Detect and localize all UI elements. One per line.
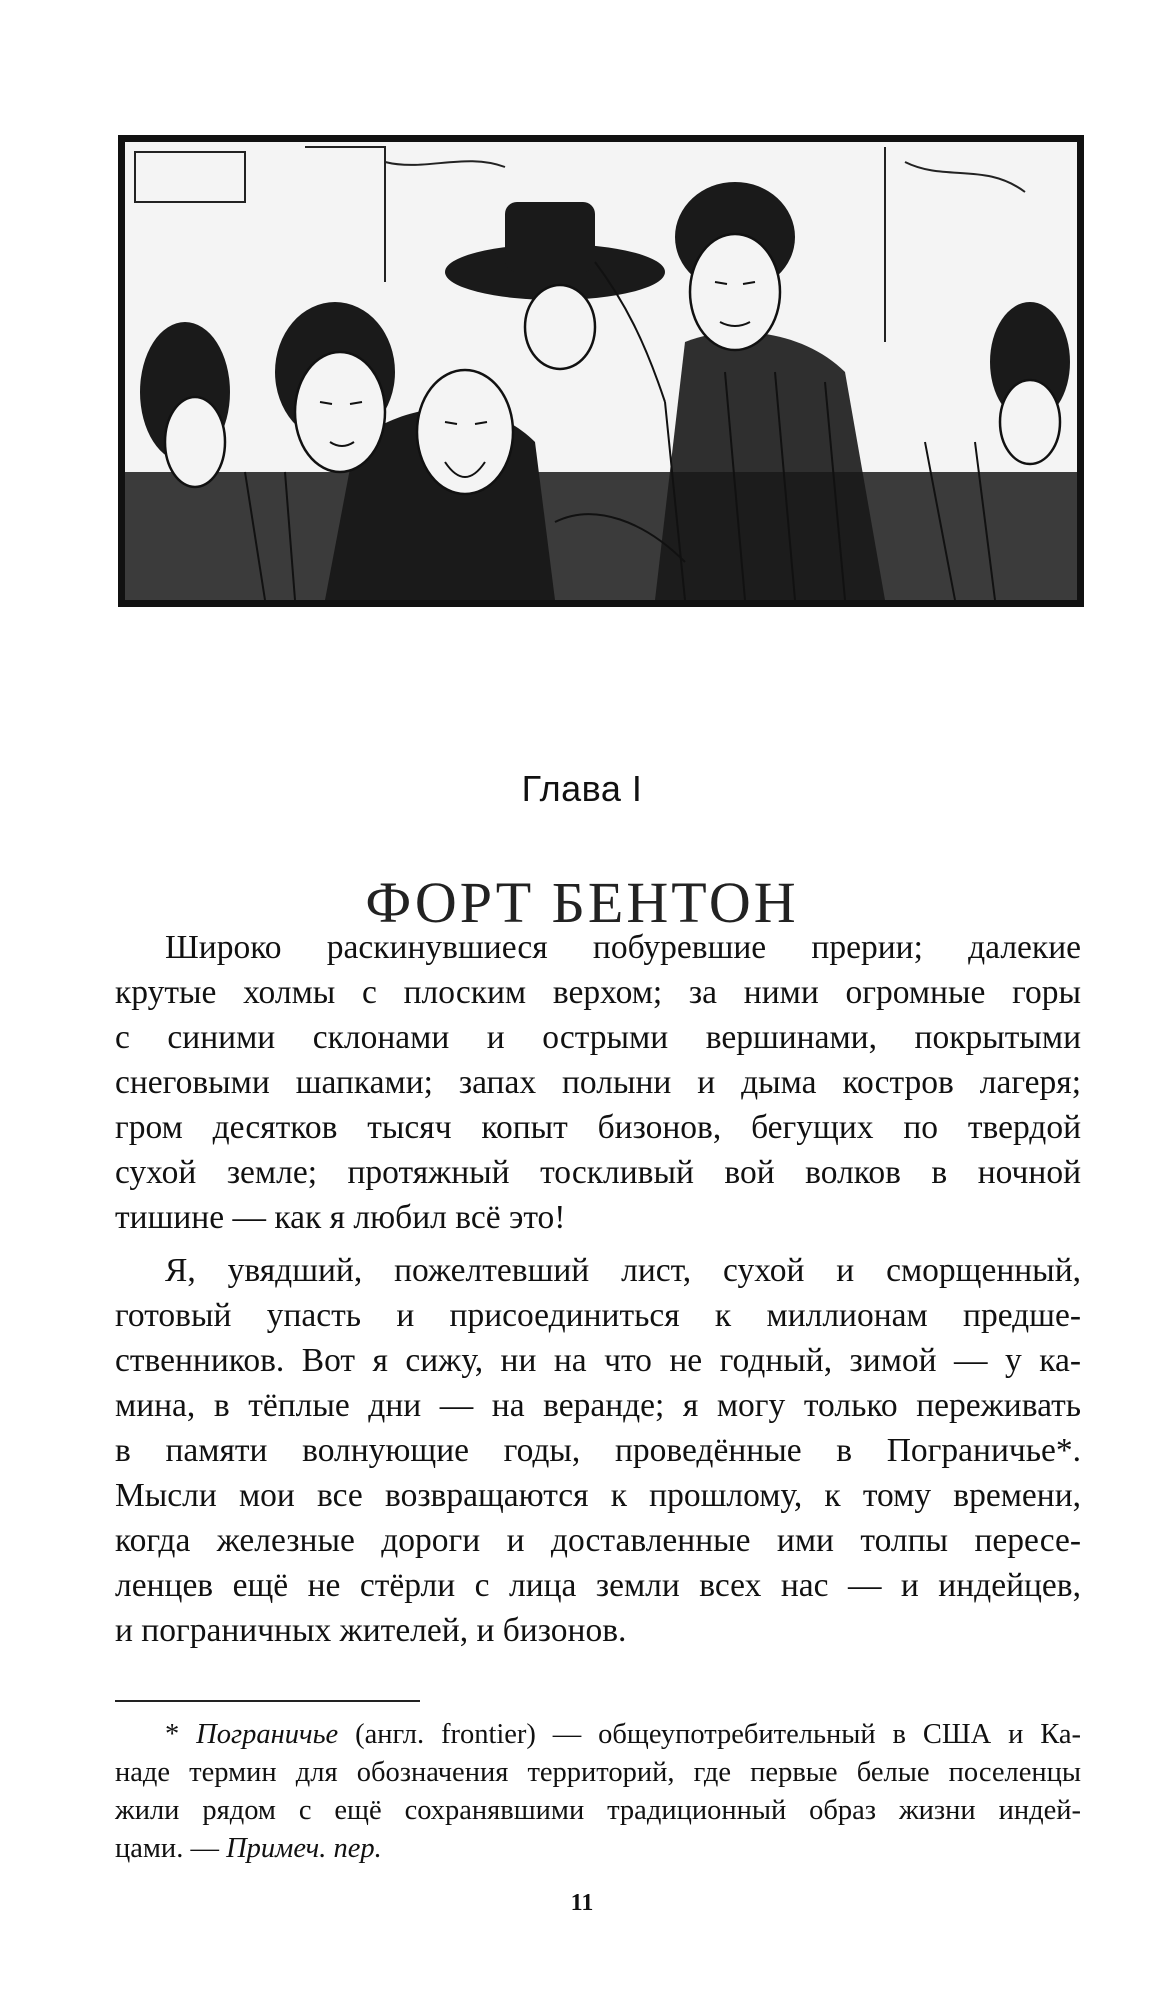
text-line: Широко раскинувшиеся побуревшие прерии; далекие <box>165 929 1081 966</box>
footnote-text: (англ. frontier) — общеупотребительный в США и Ка- <box>355 1719 1082 1750</box>
text-line: крутые холмы с плоским верхом; за ними огромные горы <box>115 974 1081 1011</box>
text-line: в памяти волнующие годы, проведённые в Пограничье*. <box>115 1432 1081 1469</box>
text-line: когда железные дороги и доставленные ими толпы пересе- <box>115 1522 1081 1559</box>
text-line: гром десятков тысяч копыт бизонов, бегущих по твердой <box>115 1109 1081 1146</box>
text-line: ственников. Вот я сижу, ни на что не годный, зимой — у ка- <box>115 1342 1081 1379</box>
chapter-number: Глава I <box>521 768 643 809</box>
footnote-text: цами. — <box>115 1833 219 1864</box>
text-line: Я, увядший, пожелтевший лист, сухой и сморщенный, <box>165 1252 1081 1289</box>
text-line: готовый упасть и присоединиться к миллионам предше- <box>115 1297 1081 1334</box>
text-line: Мысли мои все возвращаются к прошлому, к тому времени, <box>115 1477 1081 1514</box>
text-line: сухой земле; протяжный тоскливый вой волков в ночной <box>115 1154 1081 1191</box>
footnote <box>115 1716 1081 1868</box>
paragraph-1 <box>115 925 1081 1240</box>
text-line: ленцев ещё не стёрли с лица земли всех нас — и индейцев, <box>115 1567 1081 1604</box>
paragraph-2 <box>115 1248 1081 1653</box>
chapter-title: ФОРТ БЕНТОН <box>365 869 799 935</box>
footnote-line <box>115 1716 1081 1754</box>
footnote-line: жили рядом с ещё сохранявшими традиционный образ жизни индей- <box>115 1795 1081 1826</box>
text-line: мина, в тёплые дни — на веранде; я могу только переживать <box>115 1387 1081 1424</box>
translator-note: Примеч. пер. <box>226 1833 382 1864</box>
text-line: тишине — как я любил всё это! <box>115 1199 566 1236</box>
text-line: снеговыми шапками; запах полыни и дыма костров лагеря; <box>115 1064 1081 1101</box>
footnote-line: наде термин для обозначения территорий, где первые белые поселенцы <box>115 1757 1081 1788</box>
footnote-marker: * <box>165 1719 180 1750</box>
footnote-line <box>115 1830 1081 1868</box>
footnote-divider <box>115 1700 420 1702</box>
chapter-illustration <box>118 135 1084 607</box>
text-line: с синими склонами и острыми вершинами, покрытыми <box>115 1019 1081 1056</box>
text-line: и пограничных жителей, и бизонов. <box>115 1612 627 1649</box>
body-text <box>115 925 1081 1661</box>
footnote-term: Пограничье <box>196 1719 339 1750</box>
page-number: 11 <box>570 1890 594 1916</box>
illustration-sketch <box>125 142 1077 600</box>
